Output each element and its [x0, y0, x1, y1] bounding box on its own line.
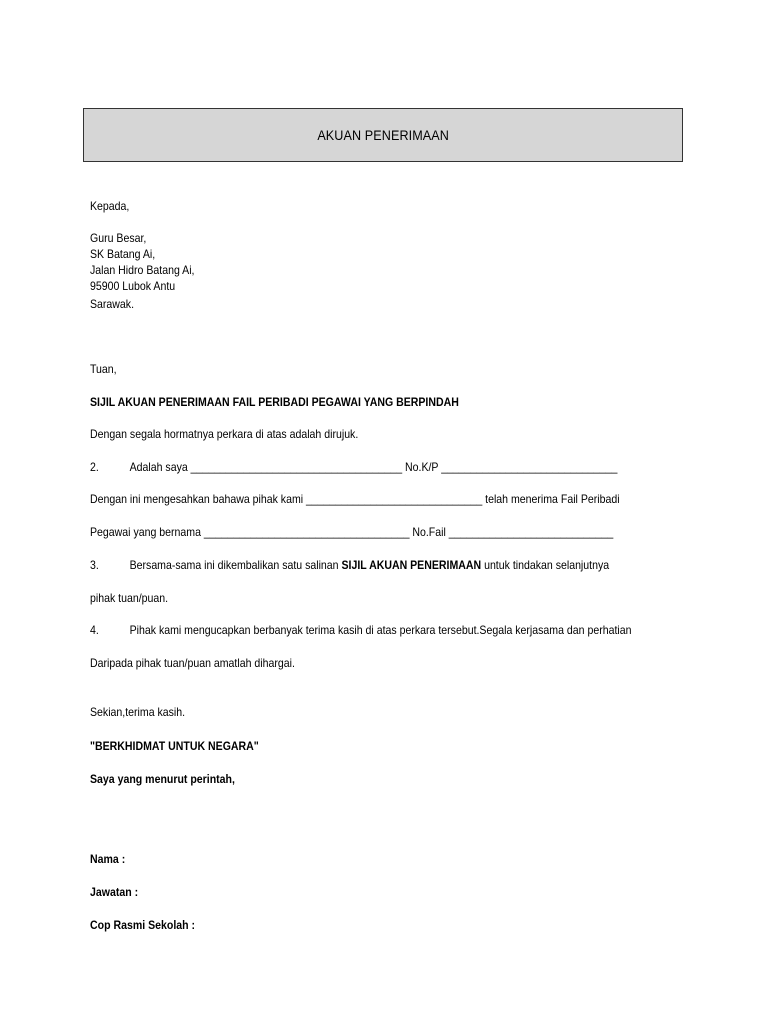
- paragraph-2-line-2: Dengan ini mengesahkan bahawa pihak kami ______________________________ telah menerima Fail Peribadi: [90, 492, 620, 506]
- to-label: Kepada,: [90, 199, 130, 213]
- paragraph-number: 4.: [90, 623, 99, 637]
- paragraph-4-line-1: [90, 622, 631, 638]
- paragraph-text: untuk tindakan selanjutnya: [481, 558, 610, 572]
- subject-heading: SIJIL AKUAN PENERIMAAN FAIL PERIBADI PEGAWAI YANG BERPINDAH: [90, 395, 459, 409]
- paragraph-4-line-2: Daripada pihak tuan/puan amatlah dihargai.: [90, 656, 295, 670]
- paragraph-3-line-2: pihak tuan/puan.: [90, 591, 169, 605]
- paragraph-text: Bersama-sama ini dikembalikan satu salinan: [129, 558, 342, 572]
- greeting: Tuan,: [90, 362, 117, 376]
- address-line-2: SK Batang Ai,: [90, 247, 156, 261]
- address-line-3: Jalan Hidro Batang Ai,: [90, 263, 195, 277]
- position-field-label: Jawatan :: [90, 885, 139, 899]
- paragraph-number: 3.: [90, 558, 99, 572]
- stamp-field-label: Cop Rasmi Sekolah :: [90, 918, 196, 932]
- paragraph-bold-text: SIJIL AKUAN PENERIMAAN: [341, 558, 482, 572]
- intro-paragraph: Dengan segala hormatnya perkara di atas adalah dirujuk.: [90, 427, 359, 441]
- paragraph-2-line-1: [90, 459, 617, 475]
- paragraph-text: Adalah saya ____________________________________ No.K/P ______________________________: [129, 460, 618, 474]
- address-line-4: 95900 Lubok Antu: [90, 279, 176, 293]
- document-title: AKUAN PENERIMAAN: [317, 127, 449, 143]
- motto: "BERKHIDMAT UNTUK NEGARA": [90, 739, 259, 753]
- paragraph-2-line-3: Pegawai yang bernama ___________________________________ No.Fail ____________________________: [90, 525, 614, 539]
- sign-off: Saya yang menurut perintah,: [90, 772, 235, 786]
- closing: Sekian,terima kasih.: [90, 705, 186, 719]
- paragraph-number: 2.: [90, 460, 99, 474]
- name-field-label: Nama :: [90, 852, 126, 866]
- address-line-1: Guru Besar,: [90, 231, 147, 245]
- paragraph-text: Pihak kami mengucapkan berbanyak terima kasih di atas perkara tersebut.Segala kerjasama dan perhatian: [129, 623, 632, 637]
- address-line-5: Sarawak.: [90, 297, 135, 311]
- paragraph-3-line-1: [90, 557, 609, 573]
- title-box: [83, 108, 683, 162]
